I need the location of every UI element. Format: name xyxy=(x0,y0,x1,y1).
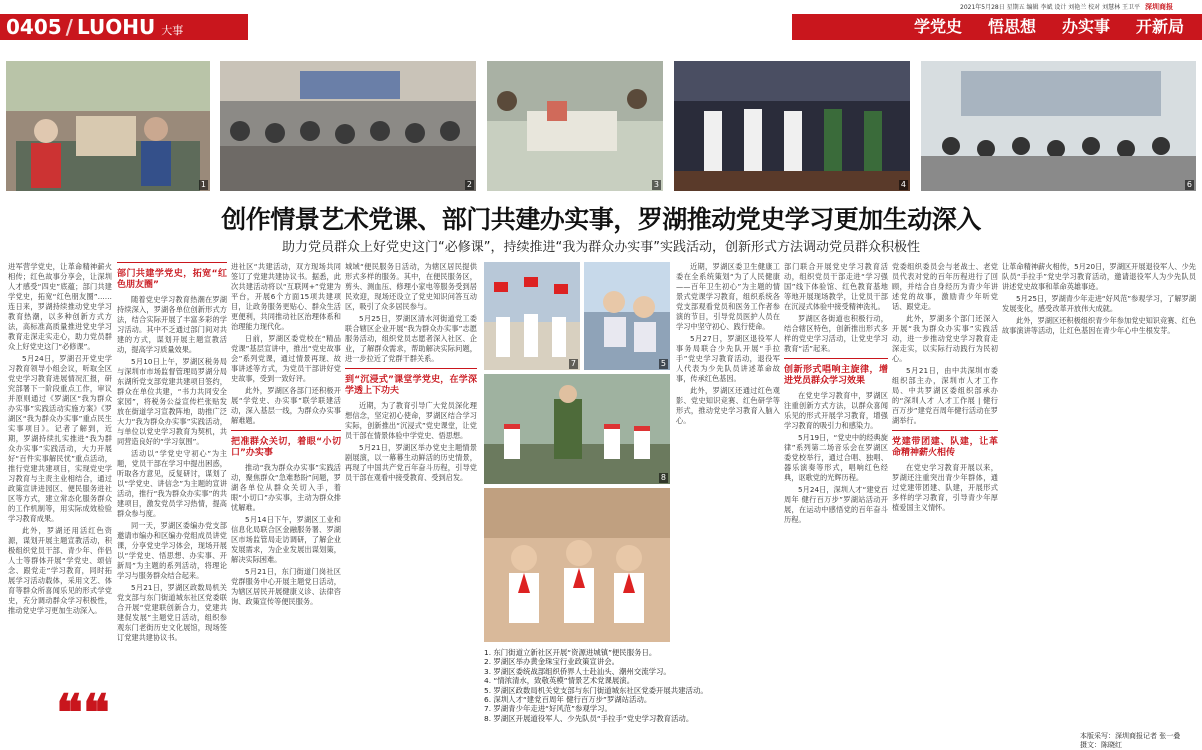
photo-5 xyxy=(584,262,670,370)
paragraph: 5月21日，罗湖区政数局机关党支部与东门街道城东社区党委联合开展“党建联创新合力，党建共建促发展”主题党日活动，组织参观东门老街历史文化展馆，现场签订党建共建协议书。 xyxy=(117,583,227,642)
caption: 3. 罗湖区委统战部组织侨界人士赴汕头、潮州交流学习。 xyxy=(484,666,671,676)
paragraph: 进社区“共建活动，双方现场共同签订了党建共建协议书。据悉，此次共建活动将以“互联网+”党建为平台，开展6个方面15项共建项目，让政务服务更贴心、群众生活更便利，共同推动社区治理体系和治理能力现代化。 xyxy=(231,262,341,331)
byline-reporter: 本版采写：深圳商报记者 张一叠 xyxy=(1080,732,1181,740)
paragraph: 党委组织委员会与老战士、老党员代表对党的百年历程进行了回顾，并结合自身经历为青少年讲述党的故事，激励青少年听党话、跟党走。 xyxy=(892,262,998,311)
photo-7-image xyxy=(484,262,580,370)
article-column-8 xyxy=(892,262,998,746)
photo-number: 6 xyxy=(1186,180,1192,189)
section-rule xyxy=(117,262,227,263)
paragraph: 推动“我为群众办实事”实践活动，聚焦群众“急难愁盼”问题，罗湖各单位从群众关切入手，着眼“小切口”办实事，主动为群众排忧解难。 xyxy=(231,463,341,512)
photo-4 xyxy=(674,61,910,191)
banner-divider: / xyxy=(65,15,73,39)
photo-number: 1 xyxy=(200,180,206,189)
page-banner xyxy=(0,14,248,40)
photo-2-image xyxy=(220,61,476,191)
lead-paragraph: 进军营学党史，让革命精神薪火相传；红色故事分享会，让深圳人才感受“四史”底蕴；部门共建学党史，拓宽“红色朋友圈”……连日来，罗湖持续推动党史学习教育热潮，以多种创新方式方法，高标准高质量推进党史学习教育走深走实走心，助力党员群众上好党史这门“必修课”。 xyxy=(8,262,112,351)
photo-number: 7 xyxy=(570,359,576,368)
slogan-banner xyxy=(792,14,1202,40)
paragraph: 5月10日上午，罗湖区税务局与深圳市市场监督管理局罗湖分局东湖所党支部党建共建项目签约，群众在单位共建，“书力共同安全家园”，将税务公益宣传栏张贴发放在街道学习宣教阵地，助推广泛大力“我为群众办实事”实践活动，与单位以党史学习教育为契机，共同营造良好的“学习氛围”。 xyxy=(117,357,227,446)
byline-photo: 摄文：陈晓红 xyxy=(1080,741,1122,749)
article-column-2 xyxy=(117,258,227,746)
paragraph: 5月24日，罗湖召开党史学习教育领导小组会议，听取全区党史学习教育进展情况汇报，研究部署下一阶段重点工作，审议并原则通过《罗湖区“我为群众办实事”实践活动实施方案》《罗湖区“我为群众办实事”重点民生实事项目》。记者了解到，近期，罗湖持续扎实推进“我为群众办实事”实践活动，大力开展好“百件实事解民忧”重点活动，推行党建共建项目，实现党史学习教育与主责主业相结合，通过政策宣讲进园区、便民服务进社区等方式，建立常态化服务群众的工作机制等，用实际成效检验学习教育成果。 xyxy=(8,354,112,523)
slogan-2: 悟思想 xyxy=(987,17,1036,36)
paragraph: 5月21日，东门街道门岗社区党群服务中心开展主题党日活动，为辖区居民开展健康义诊、法律咨询、政策宣传等便民服务。 xyxy=(231,567,341,606)
main-headline: 创作情景艺术党课、部门共建办实事，罗湖推动党史学习更加生动深入 xyxy=(221,205,981,234)
paragraph: 随着党史学习教育热潮在罗湖持续深入，罗湖各单位创新形式方法，结合实际开展了丰富多彩的学习活动。其中不乏通过部门间对共建的方式，谋划开展主题宣教活动，提高学习质量效果。 xyxy=(117,295,227,354)
photo-6 xyxy=(921,61,1196,191)
paragraph: 活动以“学党史守初心”为主题，党员干部在学习中提出困惑，听取各方意见，反复研讨，谋划了以“学党史、讲信念”为主题的宣讲活动，推行“我为群众办实事”的共建项目，激发党员学习热情，提高群众参与度。 xyxy=(117,449,227,518)
caption: 1. 东门街道立新社区开展“资源进城镇”便民服务日。 xyxy=(484,648,657,657)
article-column-6 xyxy=(676,262,780,746)
paragraph: 5月21日，罗湖区举办党史主题情景剧展演，以一幕幕生动鲜活的历史情景，再现了中国共产党百年奋斗历程，引导党员干部在观看中接受教育、受到启发。 xyxy=(345,443,477,482)
article-column-9 xyxy=(1002,262,1196,728)
photo-captions xyxy=(484,648,708,723)
section-heading: 创新形式唱响主旋律，增进党员群众学习效果 xyxy=(784,365,888,386)
section-rule xyxy=(784,358,888,359)
section-rule xyxy=(231,430,341,431)
paragraph: 近期，为了教育引导广大党员深化理想信念，坚定初心使命，罗湖区结合学习实际，创新推出“沉浸式”党史课堂，让党员干部在情景体验中学党史、悟思想。 xyxy=(345,401,477,440)
photo-8 xyxy=(484,374,670,484)
article-column-7 xyxy=(784,262,888,746)
paragraph: 在党史学习教育中，罗湖区注重创新方式方法，以群众喜闻乐见的形式开展学习教育，增强学习教育的吸引力和感染力。 xyxy=(784,391,888,430)
paragraph: 5月25日，罗湖青少年走进“好风范”参观学习，了解罗湖发展变化，感受改革开放伟大成就。 xyxy=(1002,294,1196,313)
section-label: 大事 xyxy=(161,24,184,37)
paragraph: 5月19日，“党史中的经典旋律”系列第二场音乐会在罗湖区委党校举行，通过合唱、独唱、器乐演奏等形式，唱响红色经典，讴歌党的光辉历程。 xyxy=(784,433,888,482)
photo-3-image xyxy=(487,61,663,191)
caption: 7. 罗湖青少年走进“好风范”参观学习。 xyxy=(484,704,612,714)
paragraph: 近期，罗湖区委卫生健康工委在全系统策划“为了人民健康——百年卫生初心”为主题的情景式党课学习教育，组织系统各党支部观看党员和医务工作者参演的节目，引导党员医护人员在学习中坚守初心、践行使命。 xyxy=(676,262,780,331)
paragraph: 让革命精神薪火相传，5月20日，罗湖区开展退役军人、少先队员“手拉手”党史学习教育活动，邀请退役军人为少先队员讲述党史故事和革命英雄事迹。 xyxy=(1002,262,1196,291)
page-number: 0405 xyxy=(6,15,62,39)
district-name: LUOHU xyxy=(76,15,156,39)
paragraph: 罗湖区各街道也积极行动，结合辖区特色，创新推出形式多样的党史学习活动，让党史学习教育“活”起来。 xyxy=(784,314,888,353)
byline xyxy=(1080,732,1196,750)
article-column-3 xyxy=(231,262,341,746)
section-rule xyxy=(345,368,477,369)
photo-8-image xyxy=(484,374,670,484)
quote-mark: ❝❝ xyxy=(56,683,110,742)
paragraph: 此外，罗湖还用活红色资源，谋划开展主题宣教活动，积极组织党员干部、青少年、伴侣人士等群体开展“学党史、颂信念、跟党走”学习教育，同时拓展学习活动载体，采用文艺、体育等群众所喜闻乐见的形式学党史，充分调动群众学习积极性，推动党史学习更加生动深入。 xyxy=(8,526,112,615)
paragraph: 此外，罗湖区还通过红色观影、党史知识竞赛、红色研学等形式，推动党史学习教育入脑入心。 xyxy=(676,386,780,425)
photo-9-image xyxy=(484,488,670,642)
photo-number: 2 xyxy=(466,180,472,189)
caption: 8. 罗湖区开展道役军人、少先队员“手拉手”党史学习教育活动。 xyxy=(484,713,694,723)
edition-meta: 2021年5月28日 星期五 编辑 李斌 设计 刘艳兰 校对 刘慧林 王卫平 xyxy=(960,4,1140,11)
slogan-1: 学党史 xyxy=(913,17,962,36)
paragraph: 5月27日，罗湖区退役军人事务局联合少先队开展“手拉手”党史学习教育活动，退役军人代表为少先队员讲述革命故事，传承红色基因。 xyxy=(676,334,780,383)
section-heading: 把准群众关切，着眼“小切口”办实事 xyxy=(231,437,341,458)
photo-9 xyxy=(484,488,670,642)
photo-2 xyxy=(220,61,476,191)
photo-3 xyxy=(487,61,663,191)
paragraph: 城域“便民服务日活动，为辖区居民提供形式多样的服务。其中，在便民服务区，剪头、测血压、修理小家电等服务受到居民欢迎，现场还设立了党史知识问答互动区，吸引了众多居民参与。 xyxy=(345,262,477,311)
paragraph: 同一天，罗湖区委编办党支部邀请市编办和区编办党组成员讲党课，分享党史学习体会，现场开展以“学党史、悟思想、办实事、开新局”为主题的系列活动，将理论学习与服务群众结合起来。 xyxy=(117,521,227,580)
paragraph: 此外，罗湖多个部门还深入开展“我为群众办实事”实践活动，进一步推动党史学习教育走深走实，以实际行动践行为民初心。 xyxy=(892,314,998,363)
paragraph: 5月24日，深圳人才“建党百周年 健行百万步”罗湖站活动开展，在运动中感悟党的百年奋斗历程。 xyxy=(784,485,888,524)
caption: 2. 罗湖区举办黄金珠宝行业政策宣讲会。 xyxy=(484,657,620,667)
caption: 5. 罗湖区政数局机关党支部与东门街道城东社区党委开展共建活动。 xyxy=(484,685,708,695)
section-heading: 部门共建学党史，拓宽“红色朋友圈” xyxy=(117,269,227,290)
sub-headline: 助力党员群众上好党史这门“必修课”，持续推进“我为群众办实事”实践活动，创新形式方法调动党员群众积极性 xyxy=(282,240,920,255)
paragraph: 5月21日，由中共深圳市委组织部主办，深圳市人才工作局、中共罗湖区委组织部承办的“深圳人才 人才工作展 | 健行百万步”建党百周年健行活动在罗湖举行。 xyxy=(892,366,998,425)
article-column-4 xyxy=(345,262,477,746)
paragraph: 5月25日，罗湖区清水河街道党工委联合辖区企业开展“我为群众办实事”志愿服务活动，组织党员志愿者深入社区、企业，了解群众需求，帮助解决实际问题，进一步拉近了党群干群关系。 xyxy=(345,314,477,363)
paragraph: 日前，罗湖区委党校在“精品党课”基层宣讲中，推出“党史故事会”系列党课，通过情景再现、故事讲述等方式，为党员干部讲好党史故事，受到一致好评。 xyxy=(231,334,341,383)
photo-number: 3 xyxy=(653,180,659,189)
paragraph: 此外，罗湖区各部门还积极开展“学党史、办实事”联学联建活动，深入基层一线，为群众办实事解难题。 xyxy=(231,386,341,425)
article-column-1 xyxy=(8,262,112,692)
caption: 4. “情浓清水，致敬英模”情景艺术党课展演。 xyxy=(484,676,635,686)
photo-1 xyxy=(6,61,210,191)
paragraph: 5月14日下午，罗湖区工业和信息化局联合区金融服务署、罗湖区市场监管局走访调研，了解企业发展需求，为企业发展出谋划策，解决实际困难。 xyxy=(231,515,341,564)
slogan-3: 办实事 xyxy=(1061,17,1110,36)
caption: 6. 深圳人才“建党百周年 健行百万步”罗湖站活动。 xyxy=(484,695,652,705)
photo-number: 4 xyxy=(900,180,906,189)
section-rule xyxy=(892,430,998,431)
section-heading: 党建带团建、队建，让革命精神薪火相传 xyxy=(892,437,998,458)
photo-1-image xyxy=(6,61,210,191)
photo-5-image xyxy=(584,262,670,370)
slogan-4: 开新局 xyxy=(1135,17,1184,36)
paragraph: 在党史学习教育开展以来，罗湖还注重突出青少年群体，通过党建带团建、队建，开展形式多样的学习教育，引导青少年厚植爱国主义情怀。 xyxy=(892,463,998,512)
photo-number: 5 xyxy=(660,359,666,368)
paragraph: 此外，罗湖区还积极组织青少年参加党史知识竞赛、红色故事演讲等活动，让红色基因在青少年心中生根发芽。 xyxy=(1002,316,1196,335)
paper-logo: 深圳商报 xyxy=(1145,3,1173,11)
photo-number: 8 xyxy=(660,473,666,482)
section-heading: 到“沉浸式”课堂学党史，在学深学透上下功夫 xyxy=(345,375,477,396)
photo-6-image xyxy=(921,61,1196,191)
photo-4-image xyxy=(674,61,910,191)
paragraph: 部门联合开展党史学习教育活动，组织党员干部走进“学习强国”线下体验馆、红色教育基地等地开展现场教学，让党员干部在沉浸式体验中接受精神洗礼。 xyxy=(784,262,888,311)
photo-7 xyxy=(484,262,580,370)
